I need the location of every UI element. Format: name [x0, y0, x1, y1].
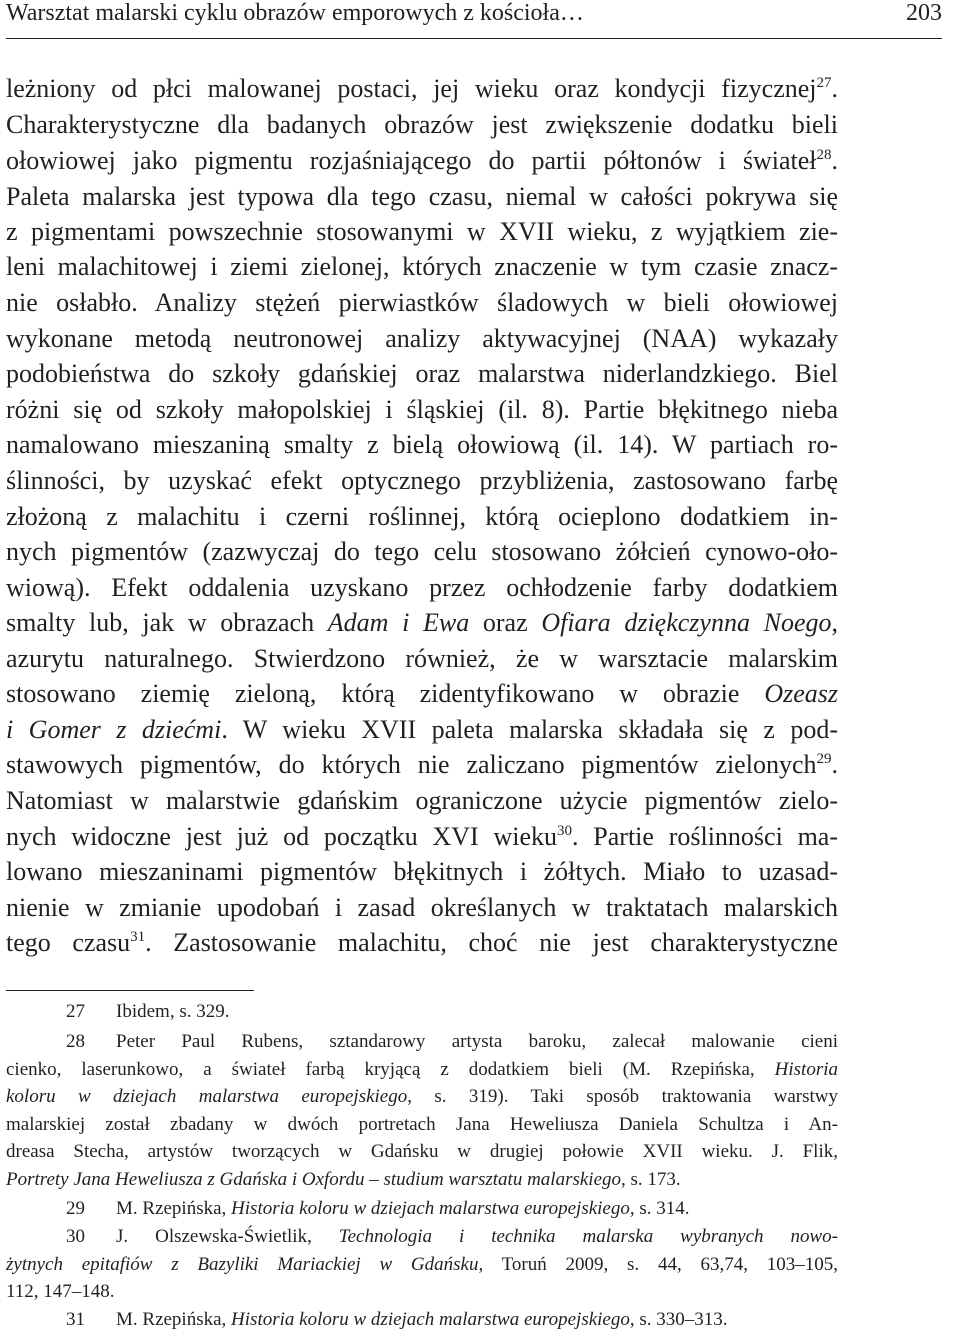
footnote-30-line: żytnych epitafiów z Bazyliki Mariackiej w Gdańsku, Toruń 2009, s. 44, 63,74, 103–105,: [6, 1254, 838, 1275]
footnote-number: 27: [66, 1001, 85, 1022]
body-line: Charakterystyczne dla badanych obrazów jest zwiększenie dodatku bieli: [6, 110, 838, 139]
body-line: różni się od szkoły małopolskiej i śląskiej (il. 8). Partie błękitnego nieba: [6, 395, 838, 424]
footnote-29: 29 M. Rzepińska, Historia koloru w dziejach malarstwa europejskiego, s. 314.: [6, 1195, 838, 1223]
body-line: złożoną z malachitu i czerni roślinnej, którą ocieplono dodatkiem in-: [6, 502, 838, 531]
artwork-title: Ofiara dziękczynna Noego: [541, 608, 832, 637]
footnote-ref-27[interactable]: 27: [816, 75, 832, 91]
footnote-28-line: Portrety Jana Heweliusza z Gdańska i Oxfordu – studium warsztatu malarskiego, s. 173.: [6, 1169, 681, 1190]
running-title: Warsztat malarski cyklu obrazów emporowych z kościoła…: [6, 0, 584, 26]
footnote-30-line: 112, 147–148.: [6, 1281, 115, 1302]
artwork-title: Adam i Ewa: [327, 608, 470, 637]
footnote-number: 29: [66, 1198, 85, 1219]
body-line: wykonane metodą neutronowej analizy aktywacyjnej (NAA) wykazały: [6, 324, 838, 353]
footnote-27: 27 Ibidem, s. 329.: [6, 998, 838, 1026]
footnote-number: 28: [66, 1031, 85, 1052]
body-line: smalty lub, jak w obrazach Adam i Ewa oraz Ofiara dziękczynna Noego,: [6, 608, 838, 637]
footnote-ref-30[interactable]: 30: [557, 823, 573, 839]
footnote-28-line: malarskiej został zbadany w dwóch portretach Jana Heweliusza Daniela Schultza i An-: [6, 1114, 838, 1135]
footnote-30: 30 J. Olszewska-Świetlik, Technologia i technika malarska wybranych nowo-: [6, 1223, 838, 1251]
body-line: nych pigmentów (zazwyczaj do tego celu stosowano żółcień cynowo-oło-: [6, 537, 838, 566]
body-line: Paleta malarska jest typowa dla tego czasu, niemal w całości pokrywa się: [6, 182, 838, 211]
body-line: podobieństwa do szkoły gdańskiej oraz malarstwa niderlandzkiego. Biel: [6, 359, 838, 388]
body-line: lowano mieszaninami pigmentów błękitnych i żółtych. Miało to uzasad-: [6, 857, 838, 886]
body-line: namalowano mieszaniną smalty z bielą ołowiową (il. 14). W partiach ro-: [6, 430, 838, 459]
footnote-number: 31: [66, 1309, 85, 1330]
body-line: stosowano ziemię zieloną, którą zidentyfikowano w obrazie Ozeasz: [6, 679, 838, 708]
body-line: wiową). Efekt oddalenia uzyskano przez ochłodzenie farby dodatkiem: [6, 573, 838, 602]
footnote-28-line: koloru w dziejach malarstwa europejskiego, s. 319). Taki sposób traktowania warstwy: [6, 1086, 839, 1107]
page-number: 203: [906, 0, 942, 26]
running-header: [6, 0, 942, 39]
body-line: stawowych pigmentów, do których nie zaliczano pigmentów zielonych$^{29}$.: [6, 750, 838, 779]
body-line: ołowiowej jako pigmentu rozjaśniającego do partii półtonów i świateł$^{28}$.: [6, 146, 838, 175]
body-line: nych widoczne jest już od początku XVI wieku$^{30}$. Partie roślinności ma-: [6, 822, 838, 851]
body-line: tego czasu$^{31}$. Zastosowanie malachitu, choć nie jest charakterystyczne: [6, 928, 838, 957]
footnote-ref-31[interactable]: 31: [130, 929, 146, 945]
artwork-title: i Gomer z dziećmi: [6, 715, 222, 744]
footnote-ref-29[interactable]: 29: [816, 751, 832, 767]
body-line: nie osłabło. Analizy stężeń pierwiastków śladowych w bieli ołowiowej: [6, 288, 838, 317]
footnote-28-line: dreasa Stecha, artystów tworzących w Gdańsku w drugiej połowie XVII wieku. J. Flik,: [6, 1141, 838, 1162]
artwork-title: Ozeasz: [764, 679, 838, 708]
body-line: azurytu naturalnego. Stwierdzono również, że w warsztacie malarskim: [6, 644, 838, 673]
body-line: ślinności, by uzyskać efekt optycznego przybliżenia, zastosowano farbę: [6, 466, 838, 495]
footnote-ref-28[interactable]: 28: [816, 147, 832, 163]
body-line: z pigmentami powszechnie stosowanymi w XVII wieku, z wyjątkiem zie-: [6, 217, 838, 246]
footnote-31: 31 M. Rzepińska, Historia koloru w dziejach malarstwa europejskiego, s. 330–313.: [6, 1306, 838, 1334]
body-line: leni malachitowej i ziemi zielonej, których znaczenie w tym czasie znacz-: [6, 252, 838, 281]
body-line: i Gomer z dziećmi. W wieku XVII paleta malarska składała się z pod-: [6, 715, 838, 744]
footnote-28-line: cienko, laserunkowo, a świateł farbą kryjącą z dodatkiem bieli (M. Rzepińska, Historia: [6, 1059, 838, 1080]
body-line: leżniony od płci malowanej postaci, jej wieku oraz kondycji fizycznej$^{27}$.: [6, 74, 838, 103]
footnote-separator: [6, 990, 254, 991]
footnote-28: 28 Peter Paul Rubens, sztandarowy artysta baroku, zalecał malowanie cieni: [6, 1028, 838, 1056]
body-line: nienie w zmianie upodobań i zasad określanych w traktatach malarskich: [6, 893, 838, 922]
footnote-number: 30: [66, 1226, 85, 1247]
body-line: Natomiast w malarstwie gdańskim ograniczone użycie pigmentów zielo-: [6, 786, 838, 815]
